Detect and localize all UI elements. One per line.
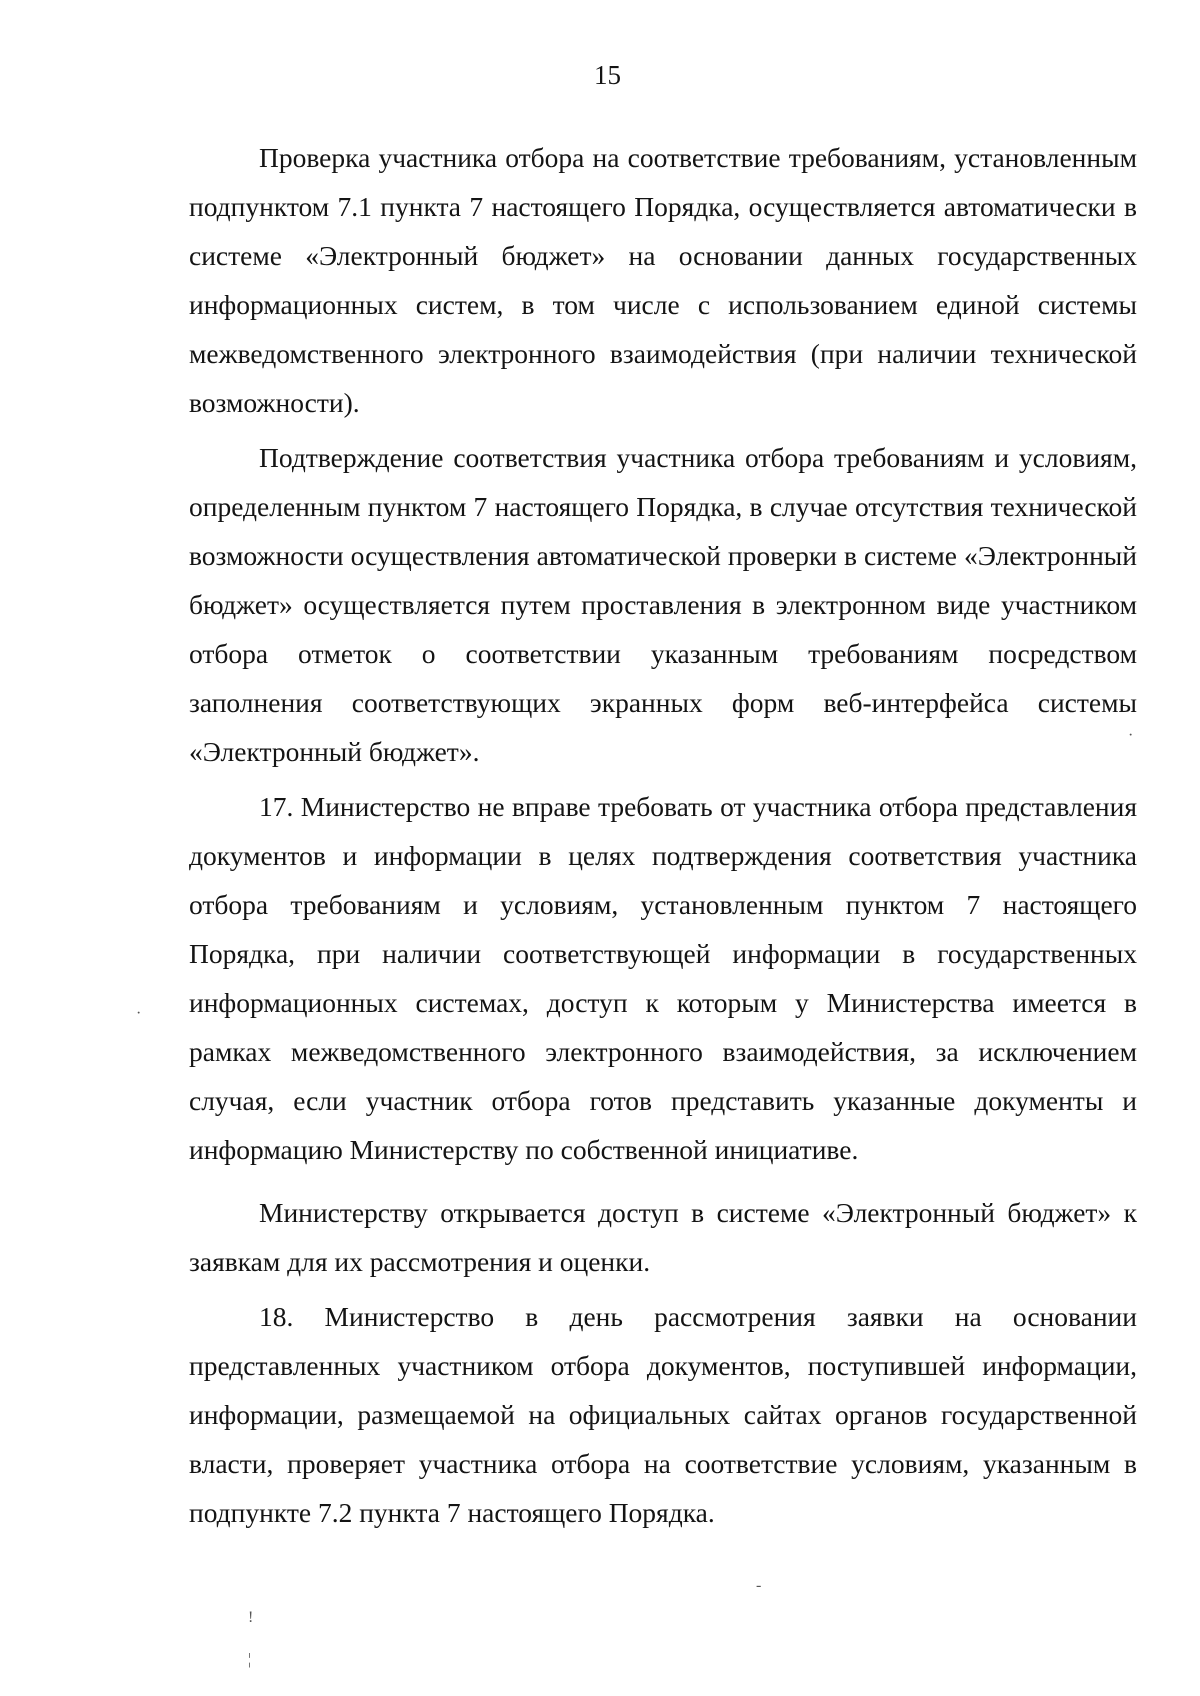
paragraph-verification: Проверка участника отбора на соответствие требованиям, установленным подпунктом 7.1 пункта 7 настоящего Порядка, осуществляется автоматически в системе «Электронный бюджет» на основании данных государственных информационных систем, в том числе с использованием единой системы межведомственного электронного взаимодействия (при наличии технической возможности). bbox=[189, 142, 1137, 418]
scan-speck: ! bbox=[248, 1609, 254, 1626]
scan-speck: ¦ bbox=[248, 1651, 252, 1668]
scan-speck: · bbox=[1128, 727, 1134, 744]
document-body bbox=[189, 133, 1137, 1537]
paragraph-access: Министерству открывается доступ в системе «Электронный бюджет» к заявкам для их рассмотрения и оценки. bbox=[189, 1197, 1137, 1277]
scan-speck: - bbox=[756, 1577, 762, 1594]
paragraph-item-17: 17. Министерство не вправе требовать от участника отбора представления документов и информации в целях подтверждения соответствия участника отбора требованиям и условиям, установленным пунктом 7 настоящего Порядка, при наличии соответствующей информации в государственных информационных системах, доступ к которым у Министерства имеется в рамках межведомственного электронного взаимодействия, за исключением случая, если участник отбора готов представить указанные документы и информацию Министерству по собственной инициативе. bbox=[189, 791, 1137, 1165]
scan-speck: · bbox=[136, 1005, 142, 1022]
paragraph-item-18: 18. Министерство в день рассмотрения заявки на основании представленных участником отбора документов, поступившей информации, информации, размещаемой на официальных сайтах органов государственной власти, проверяет участника отбора на соответствие условиям, указанным в подпункте 7.2 пункта 7 настоящего Порядка. bbox=[189, 1301, 1137, 1528]
page-number: 15 bbox=[594, 60, 621, 90]
paragraph-confirmation: Подтверждение соответствия участника отбора требованиям и условиям, определенным пунктом 7 настоящего Порядка, в случае отсутствия технической возможности осуществления автоматической проверки в системе «Электронный бюджет» осуществляется путем проставления в электронном виде участником отбора отметок о соответствии указанным требованиям посредством заполнения соответствующих экранных форм веб-интерфейса системы «Электронный бюджет». bbox=[189, 442, 1137, 767]
